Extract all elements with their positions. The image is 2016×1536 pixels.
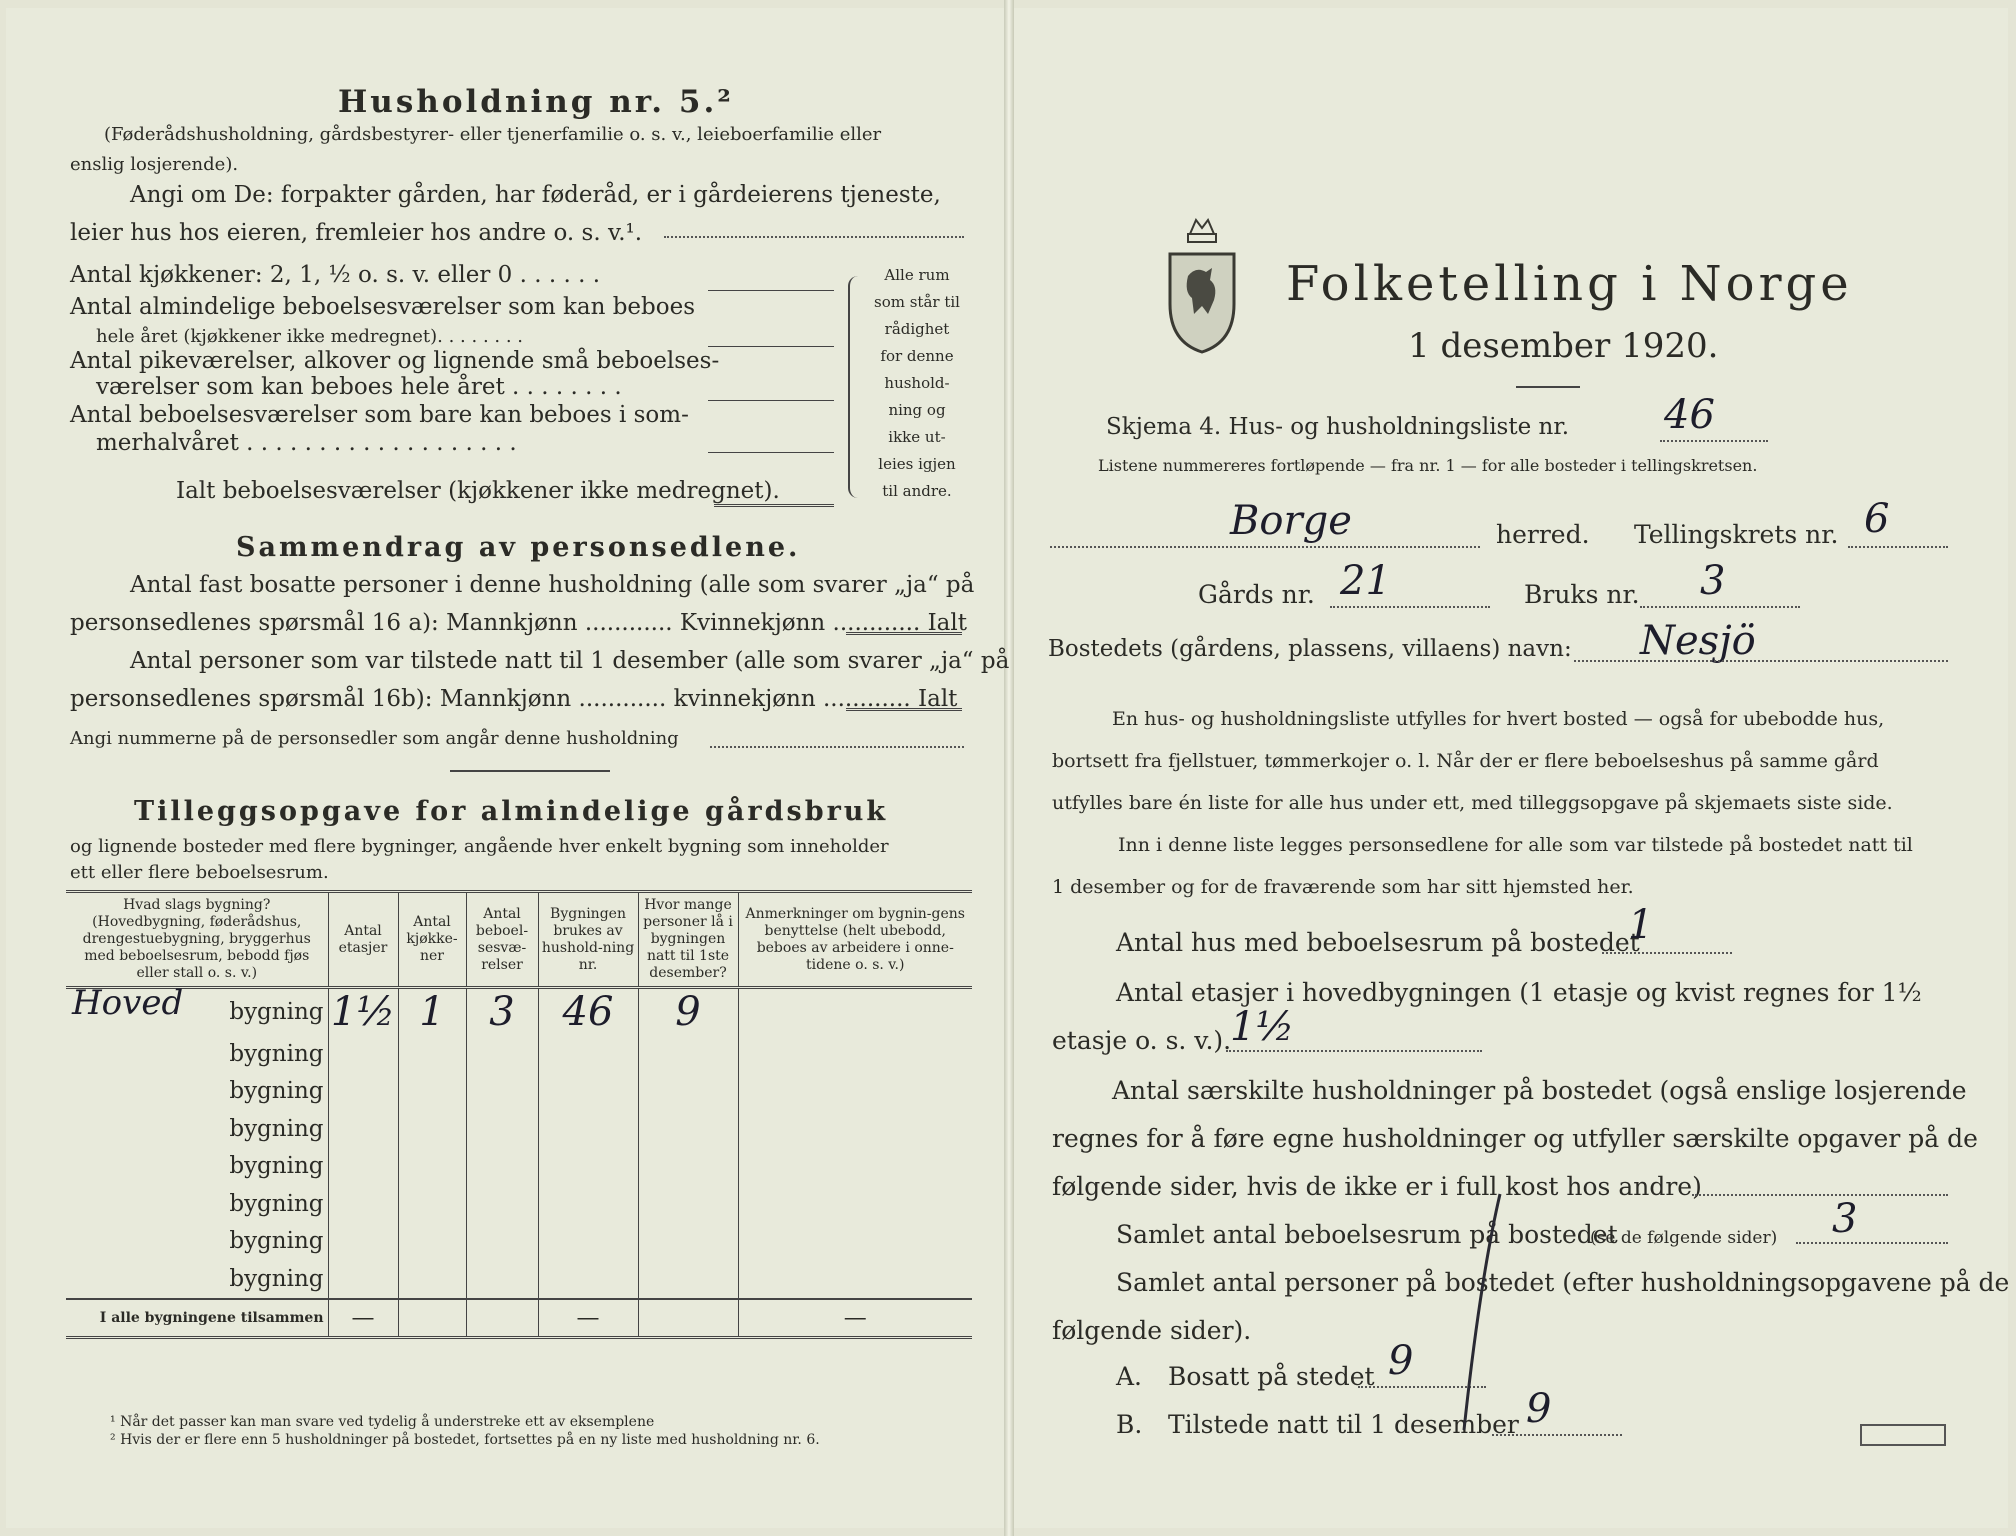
rooms-row-2: hele året (kjøkkener ikke medregnet). . . . . . . . [96,326,523,347]
floors-line [1226,1050,1482,1052]
herred-line [1050,546,1480,548]
bruks-number: 3 [1700,558,1726,604]
houses-line [1602,952,1732,954]
building-label: bygning [229,1153,324,1180]
total-rooms-answer: 3 [1832,1196,1858,1242]
table-row [66,1110,972,1148]
building-table [66,890,972,1339]
building-label: bygning [229,1115,324,1142]
present-question: Tilstede natt til 1 desember [1168,1410,1519,1439]
section-divider [450,770,610,772]
bosted-name: Nesjö [1640,618,1756,664]
rooms-value: 3 [489,989,515,1035]
tellingskrets-number: 6 [1864,496,1890,542]
floors-question-2: etasje o. s. v.). [1052,1026,1232,1055]
rooms-cell [466,988,538,1036]
table-row [66,988,972,1036]
resident-label: A. [1116,1362,1143,1391]
building-label: bygning [229,1040,324,1067]
total-rooms-question: Samlet antal beboelsesrum på bostedet [1116,1220,1618,1249]
col-building-type: Hvad slags bygning? (Hovedbygning, føderådshus, drengestuebygning, bryggerhus med beboelsesrum, bebodd fjøs eller stall o. s. v.) [66,892,328,988]
bosted-label: Bostedets (gårdens, plassens, villaens) navn: [1048,636,1572,662]
side-note-line: rådighet [884,320,950,338]
households-question-3: følgende sider, hvis de ikke er i full kost hos andre) [1052,1172,1702,1201]
households-question-1: Antal særskilte husholdninger på bostedet (også enslige losjerende [1112,1076,1967,1105]
building-label: bygning [229,1190,324,1217]
footnote-1: ¹ Når det passer kan man svare ved tydelig å understreke ett av eksemplene [110,1414,655,1430]
table-row [66,1260,972,1299]
building-type-cell [66,983,328,1036]
table-row [66,1185,972,1223]
table-row [66,1148,972,1186]
table-row [66,1035,972,1073]
kitchens-line [708,290,834,291]
bruks-line [1640,606,1800,608]
building-label: bygning [229,1078,324,1105]
floors-answer: 1½ [1230,1004,1295,1050]
total-household: — [538,1299,638,1338]
extra-title: Tilleggsopgave for almindelige gårdsbruk [134,796,889,827]
rooms-line [708,346,834,347]
household-cell [538,988,638,1036]
total-rooms-line [714,504,834,507]
extra-intro-1: og lignende bosteder med flere bygninger, angående hver enkelt bygning som inneholder [70,836,889,857]
present-total-line [846,708,962,711]
persons-question-1: Samlet antal personer på bostedet (efter husholdningsopgavene på de [1116,1268,2010,1297]
herred-label: herred. [1496,520,1590,549]
kitchens-value: 1 [419,989,445,1035]
col-kitchens: Antal kjøkke-ner [398,892,466,988]
side-note-line: ikke ut- [888,428,946,446]
summary-resident-1: Antal fast bosatte personer i denne husholdning (alle som svarer „ja“ på [130,572,975,598]
household-ask-1: Angi om De: forpakter gården, har føderåd, er i gårdeierens tjeneste, [130,182,941,208]
building-label: bygning [229,1228,324,1255]
building-label: bygning [229,1265,324,1292]
summary-resident-2: personsedlenes spørsmål 16 a): Mannkjønn ............ Kvinnekjønn ............ Ialt [70,610,967,636]
title-divider [1516,386,1580,388]
herred-name: Borge [1230,498,1352,544]
side-note-line: for denne [880,347,954,365]
page-fold [1004,0,1014,1536]
small-rooms-row-2: værelser som kan beboes hele året . . . . . . . . [96,374,622,400]
numbers-line [710,746,964,748]
tellingskrets-line [1848,546,1948,548]
household-intro-1: (Føderådshusholdning, gårdsbestyrer- eller tjenerfamilie o. s. v., leieboerfamilie eller [104,124,882,145]
small-rooms-row-1: Antal pikeværelser, alkover og lignende små beboelses- [70,348,720,374]
houses-answer: 1 [1628,902,1654,948]
small-rooms-line [708,400,834,401]
bosted-line [1574,660,1948,662]
persons-question-2: følgende sider). [1052,1316,1252,1345]
side-note-line: som står til [874,293,960,311]
side-note-line: ning og [888,401,946,419]
summary-present-2: personsedlenes spørsmål 16b): Mannkjønn ............ kvinnekjønn ............ Ialt [70,686,958,712]
numbering-note: Listene nummereres fortløpende — fra nr. 1 — for alle bosteder i tellingskretsen. [1098,456,1758,475]
side-note [862,262,972,505]
census-date: 1 desember 1920. [1408,326,1719,366]
present-answer: 9 [1526,1386,1552,1432]
resident-question: Bosatt på stedet [1168,1362,1375,1391]
household-title: Husholdning nr. 5.² [338,84,734,120]
total-rooms-row: Ialt beboelsesværelser (kjøkkener ikke medregnet). [176,478,780,504]
instruction-5: 1 desember og for de fraværende som har sitt hjemsted her. [1052,876,1634,898]
kitchens-cell [398,988,466,1036]
table-row [66,1223,972,1261]
summer-rooms-row-2: merhalvåret . . . . . . . . . . . . . . . . . . . [96,430,517,456]
instruction-1: En hus- og husholdningsliste utfylles for hvert bosted — også for ubebodde hus, [1112,708,1885,730]
floors-value: 1½ [330,989,396,1035]
household-ask-2: leier hus hos eieren, fremleier hos andre o. s. v.¹. [70,220,643,246]
col-remarks: Anmerkninger om bygnin-gens benyttelse (helt ubebodd, beboes av arbeidere i onne-tidene o. s. v.) [738,892,972,988]
schema-number-line [1660,440,1768,442]
summary-present-1: Antal personer som var tilstede natt til 1 desember (alle som svarer „ja“ på [130,648,1010,674]
resident-total-line [846,632,962,635]
gards-number: 21 [1340,558,1391,604]
household-value: 46 [562,989,614,1035]
instruction-3: utfylles bare én liste for alle hus under ett, med tilleggsopgave på skjemaets siste side. [1052,792,1893,814]
total-row [66,1299,972,1338]
kitchens-row: Antal kjøkkener: 2, 1, ½ o. s. v. eller 0 . . . . . . [70,262,601,288]
tellingskrets-label: Tellingskrets nr. [1634,520,1839,549]
bruks-label: Bruks nr. [1524,580,1640,609]
instruction-2: bortsett fra fjellstuer, tømmerkojer o. l. Når der er flere beboelseshus på samme gård [1052,750,1879,772]
rooms-row-1: Antal almindelige beboelsesværelser som kan beboes [70,294,696,320]
footnote-2: ² Hvis der er flere enn 5 husholdninger på bostedet, fortsettes på en ny liste med husholdning nr. 6. [110,1432,820,1448]
building-type-handwritten: Hoved [72,983,184,1023]
persons-cell [638,988,738,1036]
summer-rooms-line [708,452,834,453]
total-remarks: — [738,1299,972,1338]
present-label: B. [1116,1410,1143,1439]
houses-question: Antal hus med beboelsesrum på bostedet [1116,928,1640,957]
persons-value: 9 [675,989,701,1035]
summary-numbers: Angi nummerne på de personsedler som angår denne husholdning [70,728,679,749]
norway-coat-of-arms-icon [1162,214,1242,356]
side-brace [848,276,860,498]
side-note-line: til andre. [882,482,952,500]
side-note-line: Alle rum [884,266,950,284]
col-persons: Hvor mange personer lå i bygningen natt til 1ste desember? [638,892,738,988]
side-note-line: hushold- [884,374,950,392]
schema-label: Skjema 4. Hus- og husholdningsliste nr. [1106,414,1570,440]
gards-line [1330,606,1490,608]
remarks-cell [738,988,972,1036]
printer-stamp-icon [1860,1424,1946,1446]
col-floors: Antal etasjer [328,892,398,988]
household-intro-2: enslig losjerende). [70,154,239,175]
floors-cell [328,988,398,1036]
floors-question-1: Antal etasjer i hovedbygningen (1 etasje og kvist regnes for 1½ [1116,978,1922,1007]
households-question-2: regnes for å føre egne husholdninger og utfyller særskilte opgaver på de [1052,1124,1978,1153]
total-rooms-note: (se de følgende sider) [1590,1228,1778,1248]
total-rooms-answer-line [1796,1242,1948,1244]
gards-label: Gårds nr. [1198,580,1315,609]
col-household: Bygningen brukes av hushold-ning nr. [538,892,638,988]
summer-rooms-row-1: Antal beboelsesværelser som bare kan beboes i som- [70,402,689,428]
answer-line [664,236,964,238]
resident-answer: 9 [1388,1338,1414,1384]
total-label: I alle bygningene tilsammen [66,1299,328,1338]
households-line [1692,1194,1948,1196]
total-floors: — [328,1299,398,1338]
table-row [66,1073,972,1111]
extra-intro-2: ett eller flere beboelsesrum. [70,862,329,883]
pencil-stroke-icon [1450,1190,1520,1440]
schema-number: 46 [1664,392,1715,438]
side-note-line: leies igjen [878,455,956,473]
summary-title: Sammendrag av personsedlene. [236,532,801,563]
col-rooms: Antal beboel-sesvæ-relser [466,892,538,988]
building-label: bygning [229,999,324,1025]
instruction-4: Inn i denne liste legges personsedlene for alle som var tilstede på bostedet natt til [1118,834,1913,856]
census-title: Folketelling i Norge [1286,256,1853,312]
